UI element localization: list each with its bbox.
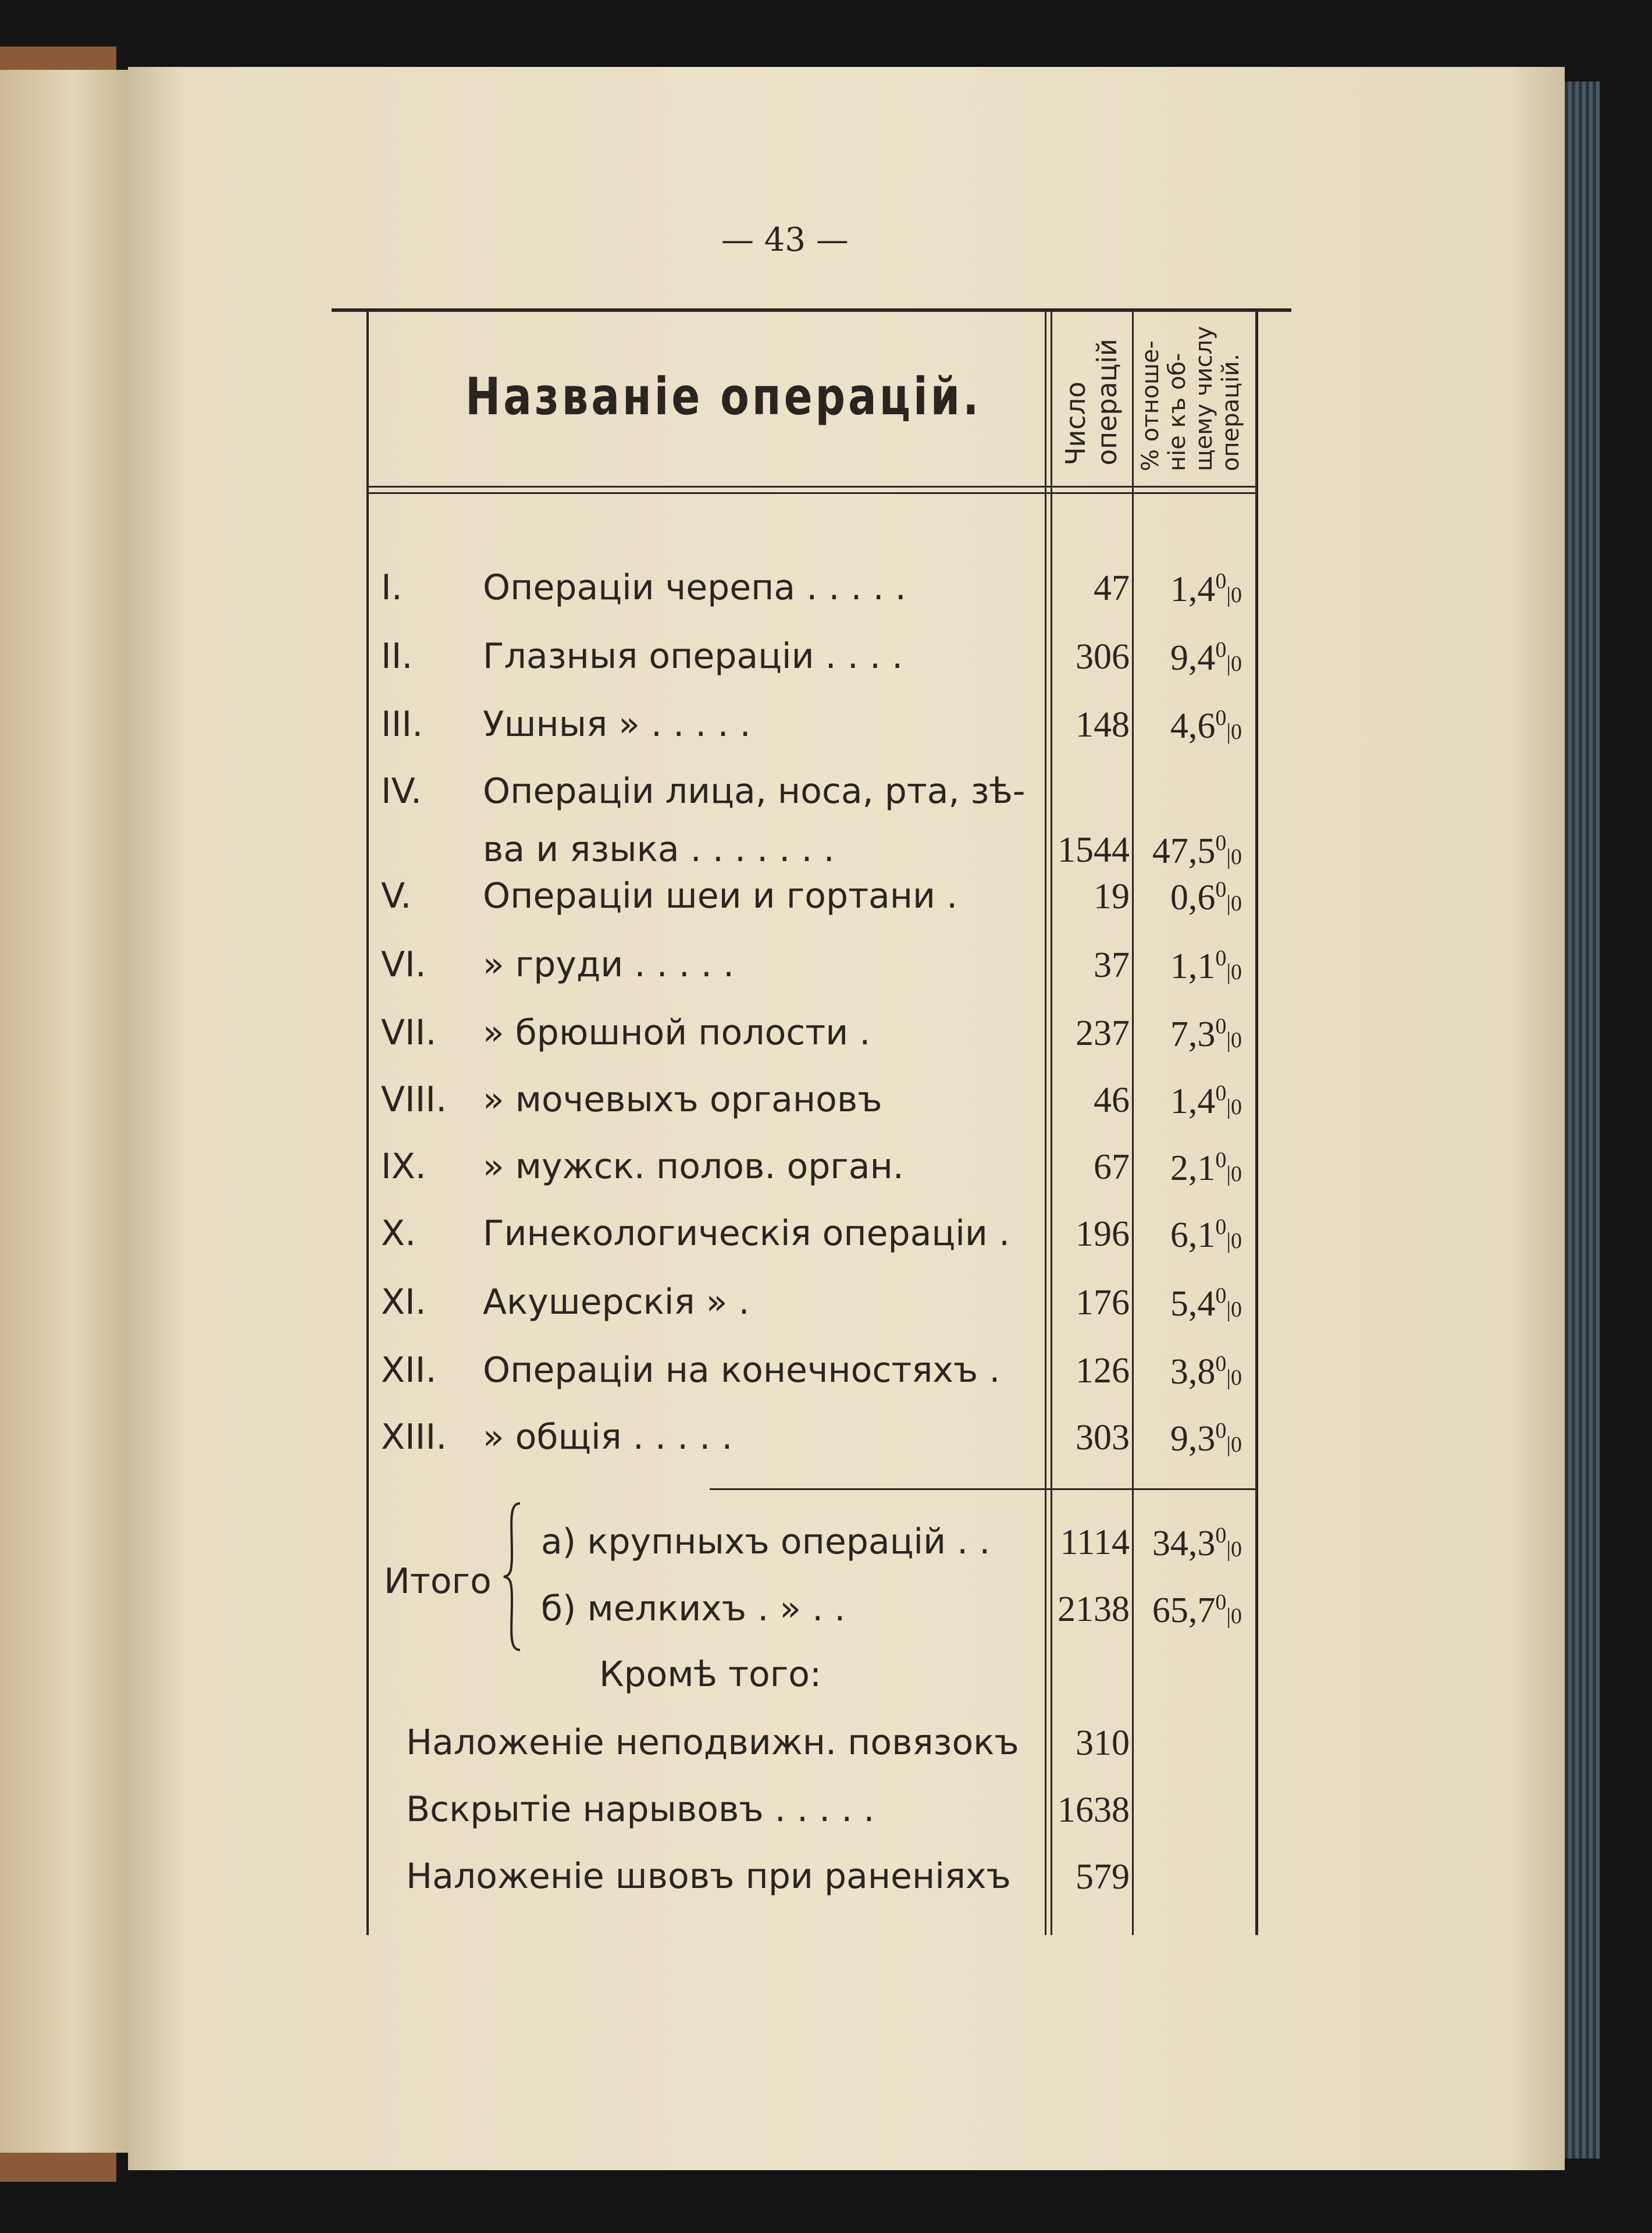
percent-value: 1,4: [1170, 570, 1216, 609]
percent-sign-top: 0: [1215, 1523, 1227, 1548]
row-count: 47: [1094, 568, 1130, 608]
row-count: 306: [1076, 637, 1130, 677]
row-percent: [1140, 1082, 1242, 1119]
percent-sign-bottom: |0: [1226, 845, 1242, 869]
totals-row-count: 2138: [1058, 1590, 1130, 1629]
percent-value: 3,8: [1170, 1352, 1216, 1392]
table-header-count: [1060, 339, 1123, 465]
row-name-continued: ва и языка . . . . . . .: [483, 829, 835, 870]
row-percent: [1140, 707, 1242, 744]
percent-value: 65,7: [1152, 1591, 1216, 1630]
header-rule-b: [369, 492, 1255, 494]
row-roman: III.: [381, 704, 423, 745]
percent-sign-top: 0: [1215, 1418, 1227, 1443]
percent-sign-bottom: |0: [1226, 652, 1242, 676]
percent-sign-top: 0: [1215, 1081, 1227, 1105]
row-roman: II.: [381, 636, 413, 677]
extra-row-count: 1638: [1058, 1790, 1130, 1830]
percent-sign-top: 0: [1215, 706, 1227, 730]
percent-value: 9,3: [1170, 1419, 1216, 1459]
row-percent: [1140, 1285, 1242, 1322]
row-percent: [1140, 570, 1242, 607]
row-roman: XIII.: [381, 1417, 447, 1457]
row-percent: [1140, 1353, 1242, 1390]
percent-value: 47,5: [1152, 831, 1216, 871]
extra-row-count: 579: [1076, 1857, 1130, 1897]
header-percent-line: щему числу: [1191, 326, 1217, 471]
row-percent: [1140, 947, 1242, 984]
row-roman: IX.: [381, 1146, 426, 1187]
row-percent: [1140, 832, 1242, 869]
percent-sign-bottom: |0: [1226, 1366, 1242, 1390]
row-percent: [1140, 1149, 1242, 1186]
besides-label: Кромѣ того:: [599, 1654, 822, 1695]
page-edges: [1565, 81, 1600, 2159]
percent-sign-bottom: |0: [1226, 1095, 1242, 1119]
row-roman: V.: [381, 876, 412, 916]
percent-value: 1,1: [1170, 947, 1216, 986]
percent-sign-top: 0: [1215, 569, 1227, 593]
row-percent: [1140, 1216, 1242, 1253]
table-right-rule: [1255, 312, 1258, 1935]
percent-value: 0,6: [1170, 878, 1216, 918]
row-count: 148: [1076, 705, 1130, 745]
percent-sign-bottom: |0: [1226, 891, 1242, 916]
percent-value: 1,4: [1170, 1082, 1216, 1121]
percent-sign-bottom: |0: [1226, 720, 1242, 744]
table-header-name: Названіе операцій.: [465, 367, 982, 426]
percent-sign-top: 0: [1215, 1283, 1227, 1308]
brace-icon: [500, 1501, 524, 1652]
row-percent: [1140, 639, 1242, 676]
page-number: — 43 —: [721, 221, 849, 259]
percent-sign-top: 0: [1215, 1215, 1227, 1239]
header-rule-a: [369, 486, 1255, 488]
row-count: 126: [1076, 1351, 1130, 1391]
extra-row-name: Вскрытіе нарывовъ . . . . .: [406, 1789, 875, 1830]
percent-value: 9,4: [1170, 638, 1216, 678]
percent-value: 6,1: [1170, 1215, 1216, 1255]
percent-value: 7,3: [1170, 1015, 1216, 1054]
percent-value: 34,3: [1152, 1524, 1216, 1563]
row-count: 196: [1076, 1214, 1130, 1254]
row-name: » мужск. полов. орган.: [483, 1146, 904, 1187]
percent-sign-bottom: |0: [1226, 1229, 1242, 1253]
left-page-edge: [0, 70, 134, 2153]
percent-sign-top: 0: [1215, 946, 1227, 970]
header-count-line: операцій: [1091, 339, 1123, 465]
column-rule-count-right: [1132, 312, 1134, 1935]
row-roman: XII.: [381, 1350, 437, 1391]
percent-sign-bottom: |0: [1226, 960, 1242, 984]
row-name: Глазныя операціи . . . .: [483, 636, 903, 677]
table-top-rule: [332, 308, 1291, 312]
row-count: 1544: [1058, 830, 1130, 870]
row-name: » брюшной полости .: [483, 1012, 871, 1053]
header-percent-line: ніе къ об-: [1164, 353, 1191, 471]
header-percent-line: % отноше-: [1137, 340, 1164, 471]
percent-sign-bottom: |0: [1226, 583, 1242, 607]
percent-sign-bottom: |0: [1226, 1297, 1242, 1322]
percent-sign-bottom: |0: [1226, 1028, 1242, 1053]
row-name: Операціи на конечностяхъ .: [483, 1350, 1001, 1391]
subtotal-rule: [710, 1488, 1256, 1490]
percent-value: 2,1: [1170, 1148, 1216, 1188]
row-name: Ушныя » . . . . .: [483, 704, 751, 745]
totals-label: Итого: [384, 1561, 492, 1602]
row-roman: X.: [381, 1213, 416, 1254]
row-roman: VIII.: [381, 1079, 447, 1120]
percent-value: 4,6: [1170, 706, 1216, 746]
percent-sign-top: 0: [1215, 638, 1227, 662]
row-count: 19: [1094, 877, 1130, 916]
header-percent-line: операцій.: [1217, 353, 1244, 471]
row-count: 67: [1094, 1147, 1130, 1187]
row-name: Операціи черепа . . . . .: [483, 567, 906, 608]
row-count: 237: [1076, 1014, 1130, 1053]
row-roman: VI.: [381, 944, 426, 985]
totals-row-count: 1114: [1060, 1523, 1130, 1562]
row-count: 37: [1094, 945, 1130, 985]
row-name: Акушерскія » .: [483, 1282, 750, 1322]
row-name: » общія . . . . .: [483, 1417, 733, 1457]
row-roman: VII.: [381, 1012, 437, 1053]
row-percent: [1140, 1420, 1242, 1457]
row-count: 176: [1076, 1283, 1130, 1322]
row-name: » груди . . . . .: [483, 944, 735, 985]
table-header-percent: [1137, 326, 1244, 471]
percent-value: 5,4: [1170, 1284, 1216, 1324]
percent-sign-top: 0: [1215, 1148, 1227, 1172]
row-name: » мочевыхъ органовъ: [483, 1079, 882, 1120]
column-rule-count-left-a: [1045, 312, 1046, 1935]
percent-sign-bottom: |0: [1226, 1604, 1242, 1628]
row-percent: [1140, 879, 1242, 916]
header-count-line: Число: [1060, 381, 1091, 465]
row-count: 46: [1094, 1080, 1130, 1120]
percent-sign-bottom: |0: [1226, 1537, 1242, 1562]
percent-sign-bottom: |0: [1226, 1162, 1242, 1186]
percent-sign-top: 0: [1215, 831, 1227, 855]
totals-row-percent: [1140, 1591, 1242, 1628]
totals-row-percent: [1140, 1524, 1242, 1562]
extra-row-name: Наложеніе неподвижн. повязокъ: [406, 1722, 1019, 1763]
percent-sign-top: 0: [1215, 1352, 1227, 1376]
extra-row-count: 310: [1076, 1723, 1130, 1763]
percent-sign-top: 0: [1215, 877, 1227, 902]
totals-row-name: а) крупныхъ операцій . .: [541, 1521, 991, 1562]
row-percent: [1140, 1015, 1242, 1053]
totals-row-name: б) мелкихъ . » . .: [541, 1588, 846, 1629]
extra-row-name: Наложеніе швовъ при раненіяхъ: [406, 1856, 1011, 1897]
table-left-rule: [366, 312, 369, 1935]
row-name: Операціи лица, носа, рта, зѣ-: [483, 771, 1026, 812]
row-name: Гинекологическія операціи .: [483, 1213, 1010, 1254]
row-roman: I.: [381, 567, 403, 608]
percent-sign-top: 0: [1215, 1590, 1227, 1615]
row-name: Операціи шеи и гортани .: [483, 876, 958, 916]
row-roman: IV.: [381, 771, 422, 812]
row-count: 303: [1076, 1418, 1130, 1457]
row-roman: XI.: [381, 1282, 426, 1322]
percent-sign-bottom: |0: [1226, 1432, 1242, 1457]
percent-sign-top: 0: [1215, 1014, 1227, 1039]
column-rule-count-left-b: [1051, 312, 1052, 1935]
